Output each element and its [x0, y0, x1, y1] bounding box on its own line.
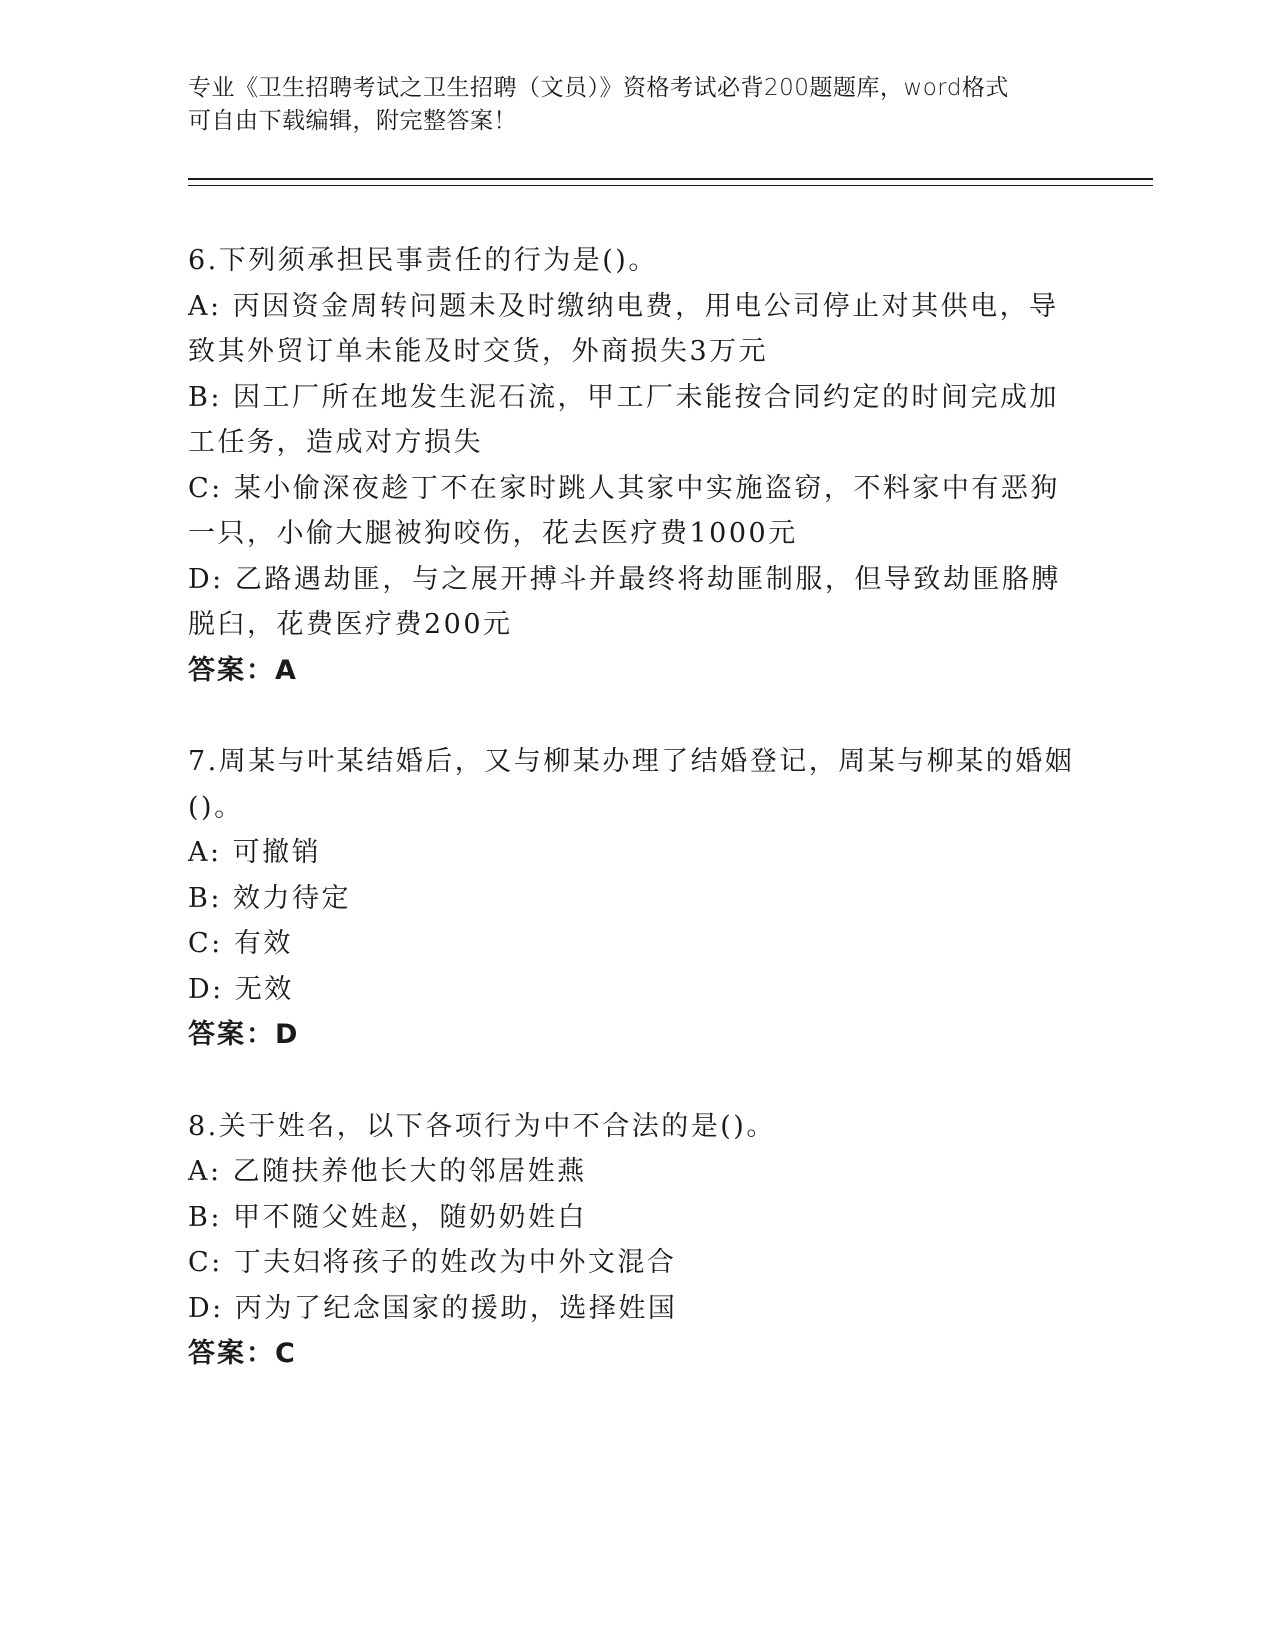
option-d: D: 丙为了纪念国家的援助，选择姓国: [188, 1292, 678, 1324]
option-b: B: 甲不随父姓赵，随奶奶姓白: [188, 1201, 588, 1233]
answer-label: 答案：A: [188, 654, 298, 686]
question-8: [188, 1104, 1088, 1377]
header-title-line-1: 专业《卫生招聘考试之卫生招聘（文员）》资格考试必背200题题库，word格式: [188, 75, 1009, 101]
option-c: C: 有效: [188, 928, 293, 959]
option-c: C: 某小偷深夜趁丁不在家时跳人其家中实施盗窃，不料家中有恶狗一只，小偷大腿被狗咬伤，花去医疗费1000元: [188, 472, 1060, 549]
option-d: D: 乙路遇劫匪，与之展开搏斗并最终将劫匪制服，但导致劫匪胳膊脱臼，花费医疗费200元: [188, 563, 1061, 640]
question-stem: 7.周某与叶某结婚后，又与柳某办理了结婚登记，周某与柳某的婚姻()。: [188, 746, 1075, 823]
document-header: [188, 72, 1078, 138]
option-a: A: 乙随扶养他长大的邻居姓燕: [188, 1156, 587, 1187]
question-7: [188, 739, 1088, 1058]
option-d: D: 无效: [188, 973, 294, 1005]
option-b: B: 因工厂所在地发生泥石流，甲工厂未能按合同约定的时间完成加工任务，造成对方损失: [188, 381, 1060, 458]
question-6: [188, 238, 1088, 693]
option-a: A: 可撤销: [188, 837, 322, 868]
option-c: C: 丁夫妇将孩子的姓改为中外文混合: [188, 1247, 677, 1278]
question-stem: 8.关于姓名，以下各项行为中不合法的是()。: [188, 1110, 776, 1142]
header-title-line-2: 可自由下载编辑，附完整答案！: [188, 108, 517, 134]
answer-label: 答案：C: [188, 1338, 297, 1369]
question-list: [188, 238, 1088, 1423]
header-divider: [188, 178, 1153, 186]
answer-label: 答案：D: [188, 1019, 300, 1050]
option-a: A: 丙因资金周转问题未及时缴纳电费，用电公司停止对其供电，导致其外贸订单未能及时交货，外商损失3万元: [188, 290, 1059, 367]
option-b: B: 效力待定: [188, 882, 352, 914]
question-stem: 6.下列须承担民事责任的行为是()。: [188, 245, 658, 276]
